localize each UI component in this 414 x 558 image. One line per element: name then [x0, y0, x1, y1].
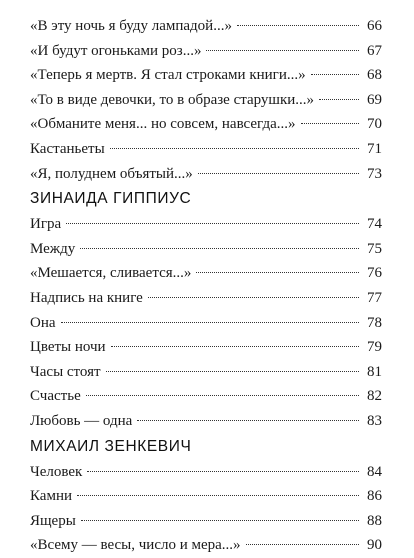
- entry-title: Счастье: [30, 388, 81, 405]
- entry-page: 71: [367, 140, 382, 157]
- entry-title: «В эту ночь я буду лампадой...»: [30, 18, 232, 34]
- entry-title: Человек: [30, 463, 83, 480]
- entry-title: «Теперь я мертв. Я стал строками книги...»: [30, 67, 306, 84]
- toc-entry: [30, 39, 382, 64]
- entry-page: 76: [367, 265, 382, 282]
- entry-title: Кастаньеты: [30, 140, 105, 157]
- toc-entry: [30, 509, 382, 534]
- dot-leader: [301, 123, 359, 124]
- entry-page: 74: [367, 216, 382, 233]
- toc-entry: [30, 212, 382, 237]
- dot-leader: [196, 272, 359, 273]
- toc-entry: [30, 162, 382, 187]
- entry-title: Цветы ночи: [30, 339, 106, 356]
- entry-title: «И будут огоньками роз...»: [30, 42, 202, 59]
- toc-entry: [30, 237, 382, 262]
- dot-leader: [319, 99, 359, 100]
- entry-title: Часы стоят: [30, 363, 101, 380]
- entry-title: Ящеры: [30, 512, 76, 529]
- dot-leader: [81, 520, 359, 521]
- dot-leader: [106, 371, 359, 372]
- dot-leader: [61, 322, 359, 323]
- toc-entry: [30, 63, 382, 88]
- entry-page: 67: [367, 42, 382, 59]
- section-heading-gippius: ЗИНАИДА ГИППИУС: [30, 190, 192, 208]
- entry-page: 66: [367, 18, 382, 34]
- entry-title: «Мешается, сливается...»: [30, 265, 192, 282]
- entry-title: Камни: [30, 488, 73, 505]
- dot-leader: [198, 173, 359, 174]
- entry-page: 77: [367, 289, 382, 306]
- toc-entry: [30, 409, 382, 434]
- entry-title: Игра: [30, 216, 62, 233]
- dot-leader: [237, 25, 359, 26]
- dot-leader: [110, 148, 359, 149]
- entry-page: 86: [367, 488, 382, 505]
- entry-page: 70: [367, 116, 382, 133]
- entry-title: Она: [30, 314, 56, 331]
- section-heading-zenkevich: МИХАИЛ ЗЕНКЕВИЧ: [30, 437, 192, 455]
- dot-leader: [206, 50, 359, 51]
- entry-page: 73: [367, 165, 382, 182]
- entry-title: «Всему — весы, число и мера...»: [30, 537, 241, 554]
- dot-leader: [111, 346, 359, 347]
- dot-leader: [311, 74, 359, 75]
- entry-page: 78: [367, 314, 382, 331]
- table-of-contents: [30, 14, 382, 558]
- dot-leader: [87, 471, 359, 472]
- entry-title: «Обманите меня... но совсем, навсегда...»: [30, 116, 296, 133]
- dot-leader: [137, 420, 359, 421]
- dot-leader: [148, 297, 359, 298]
- entry-title: «То в виде девочки, то в образе старушки...»: [30, 91, 315, 108]
- toc-entry: [30, 286, 382, 311]
- entry-page: 79: [367, 339, 382, 356]
- entry-page: 90: [367, 537, 382, 554]
- toc-entry: [30, 112, 382, 137]
- dot-leader: [80, 248, 359, 249]
- entry-page: 81: [367, 363, 382, 380]
- toc-entry: [30, 484, 382, 509]
- dot-leader: [77, 495, 359, 496]
- toc-entry: [30, 533, 382, 558]
- entry-title: Надпись на книге: [30, 289, 143, 306]
- entry-page: 69: [367, 91, 382, 108]
- entry-title: Между: [30, 240, 76, 257]
- toc-entry: [30, 360, 382, 385]
- entry-page: 82: [367, 388, 382, 405]
- entry-title: «Я, полуднем объятый...»: [30, 165, 193, 182]
- dot-leader: [246, 544, 359, 545]
- toc-entry: [30, 335, 382, 360]
- entry-page: 84: [367, 463, 382, 480]
- toc-entry: [30, 261, 382, 286]
- entry-title: Любовь — одна: [30, 412, 133, 429]
- toc-entry: [30, 14, 382, 39]
- toc-entry: [30, 311, 382, 336]
- toc-entry: [30, 460, 382, 485]
- entry-page: 83: [367, 412, 382, 429]
- entry-page: 88: [367, 512, 382, 529]
- dot-leader: [66, 223, 359, 224]
- toc-entry: [30, 137, 382, 162]
- toc-entry: [30, 88, 382, 113]
- toc-entry: [30, 384, 382, 409]
- dot-leader: [86, 395, 359, 396]
- entry-page: 75: [367, 240, 382, 257]
- entry-page: 68: [367, 67, 382, 84]
